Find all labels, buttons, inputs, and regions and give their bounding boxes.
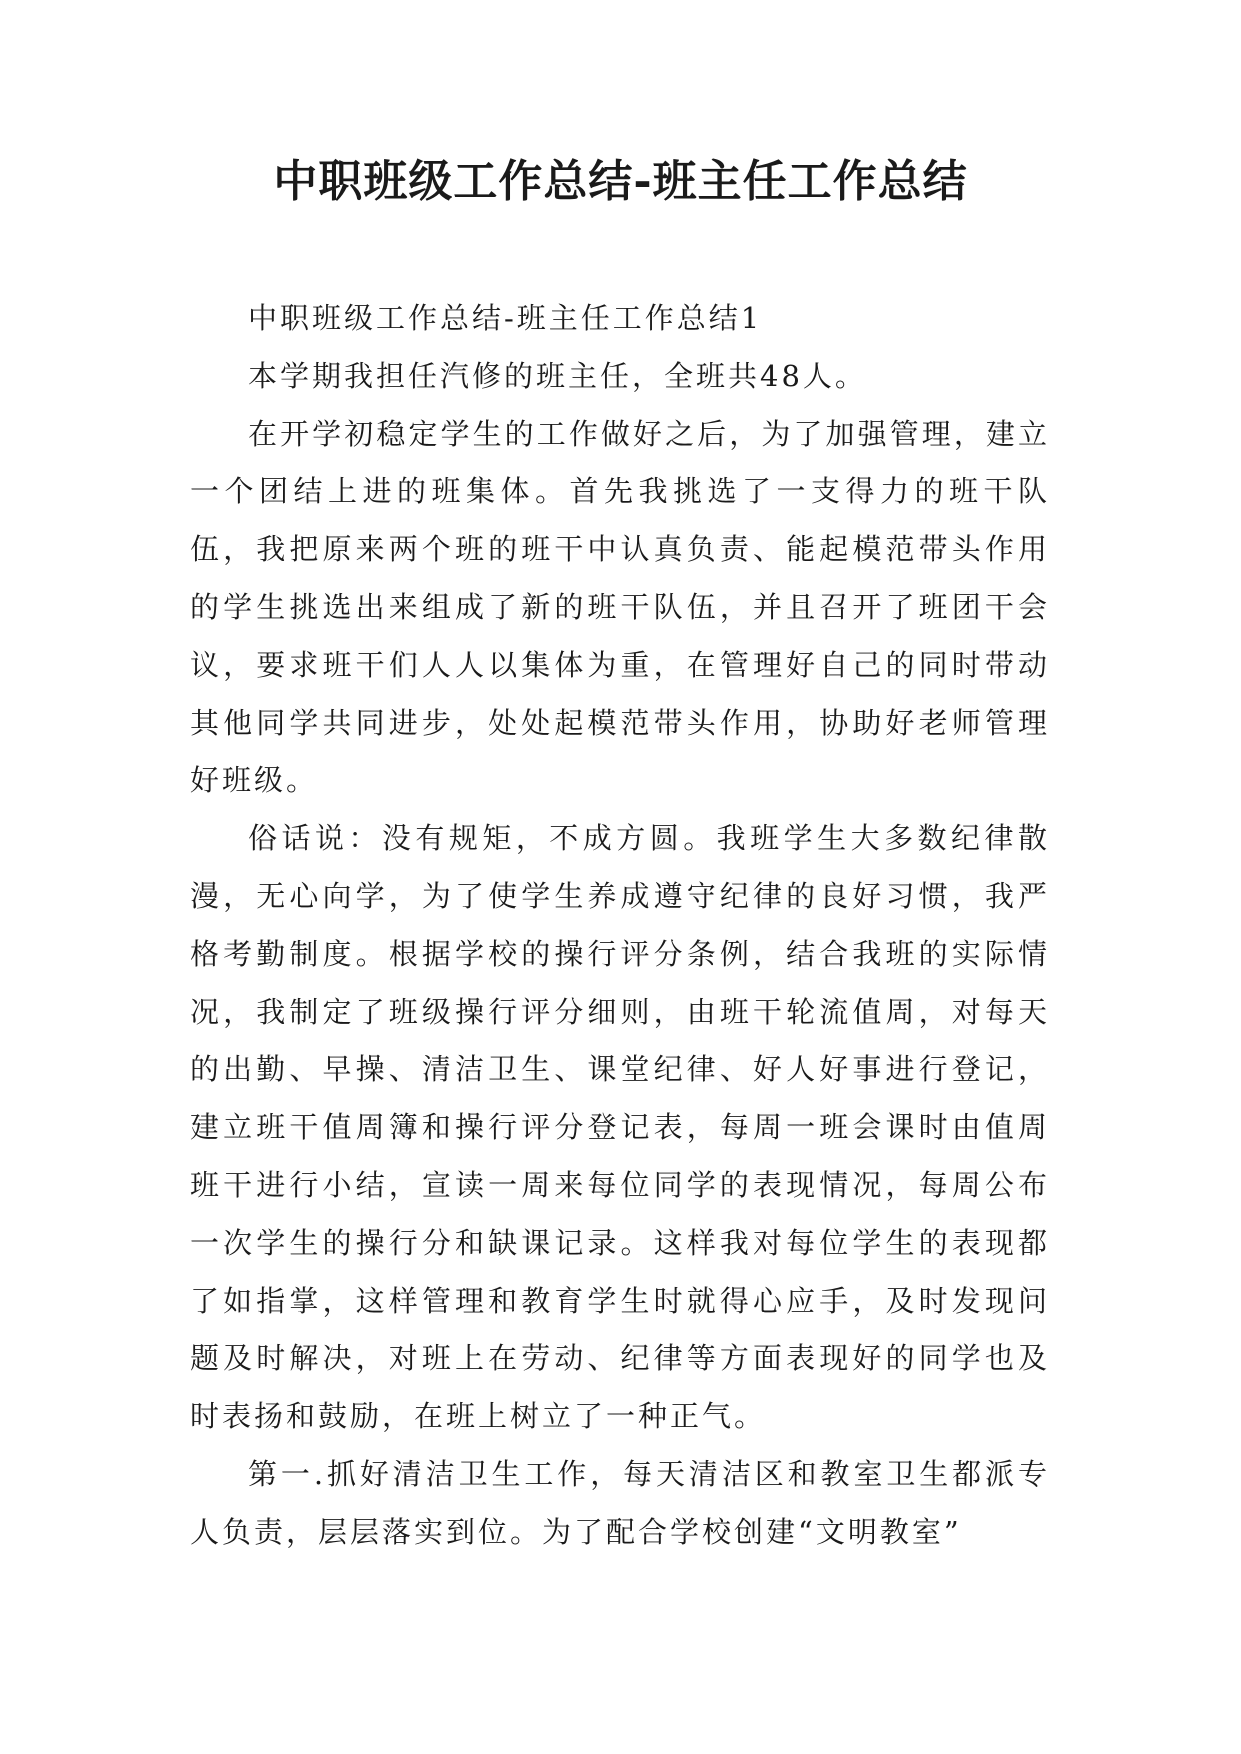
- document-body: [190, 290, 1050, 1562]
- paragraph-discipline: 俗话说：没有规矩，不成方圆。我班学生大多数纪律散漫，无心向学，为了使学生养成遵守纪律的良好习惯，我严格考勤制度。根据学校的操行评分条例，结合我班的实际情况，我制定了班级操行评分细则，由班干轮流值周，对每天的出勤、早操、清洁卫生、课堂纪律、好人好事进行登记，建立班干值周簿和操行评分登记表，每周一班会课时由值周班干进行小结，宣读一周来每位同学的表现情况，每周公布一次学生的操行分和缺课记录。这样我对每位学生的表现都了如指掌，这样管理和教育学生时就得心应手，及时发现问题及时解决，对班上在劳动、纪律等方面表现好的同学也及时表扬和鼓励，在班上树立了一种正气。: [190, 821, 1050, 1434]
- paragraph-intro: 本学期我担任汽修的班主任，全班共48人。: [248, 358, 867, 393]
- paragraph-class-cadres: 在开学初稳定学生的工作做好之后，为了加强管理，建立一个团结上进的班集体。首先我挑选了一支得力的班干队伍，我把原来两个班的班干中认真负责、能起模范带头作用的学生挑选出来组成了新的班干队伍，并且召开了班团干会议，要求班干们人人以集体为重，在管理好自己的同时带动其他同学共同进步，处处起模范带头作用，协助好老师管理好班级。: [190, 416, 1050, 798]
- paragraph-cleaning: 第一.抓好清洁卫生工作，每天清洁区和教室卫生都派专人负责，层层落实到位。为了配合学校创建“文明教室”: [190, 1456, 1050, 1549]
- paragraph-subtitle: 中职班级工作总结-班主任工作总结1: [248, 301, 763, 335]
- document-title: 中职班级工作总结-班主任工作总结: [273, 156, 968, 207]
